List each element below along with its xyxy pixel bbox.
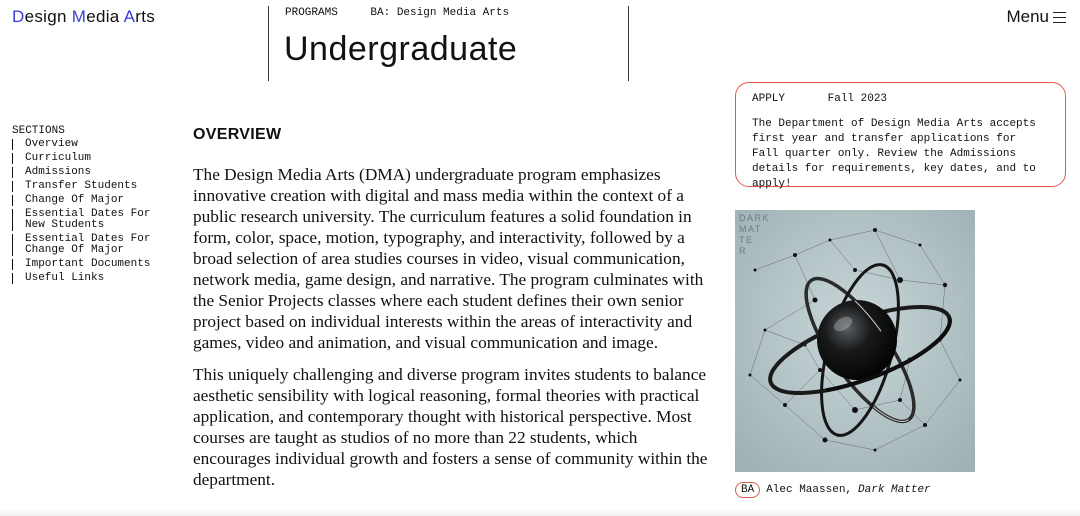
apply-header [752,93,1049,105]
logo-letter: A [123,7,136,26]
section-link-essential-dates-for-change-of-major[interactable]: Essential Dates For Change Of Major [12,234,162,256]
featured-artwork[interactable] [735,210,975,472]
logo-letter: M [71,7,87,26]
sections-nav [12,125,162,287]
section-link-curriculum[interactable]: Curriculum [12,153,162,164]
bottom-scroll-shadow [0,508,1080,516]
poster-text: TE [739,235,754,245]
breadcrumb-programs[interactable]: PROGRAMS [285,7,338,19]
overview-paragraph: The Design Media Arts (DMA) undergraduate program emphasizes innovative creation with digital and mass media within the context of a public research university. The curriculum features a solid foundation in form, color, space, motion, typography, and interactivity, followed by a broad selection of area studies courses in video, visual communication, network media, game design, and narrative. The program culminates with the Senior Projects classes where each student defines their own senior project based on individual interests within the areas of interactivity and games, video and animation, and visual communication and image. [193,165,704,352]
logo-letter: rts [135,7,156,26]
dark-matter-image [735,210,975,472]
degree-badge: BA [735,482,760,498]
logo-letter: edia [86,7,124,26]
overview-paragraph: This uniquely challenging and diverse program invites students to balance aesthetic sensibility with logical reasoning, formal theories with practical application, and contemporary thought with historical perspective. Most courses are taught as studios of no more than 22 students, which encourages individual growth and fosters a sense of community within the department. [193,365,708,489]
hamburger-icon [1053,12,1066,23]
logo-letter: esign [24,7,72,26]
page-title: Undergraduate [284,30,518,68]
artwork-caption [735,482,931,498]
overview-body [193,164,713,501]
sections-title: SECTIONS [12,125,65,137]
artwork-author: Alec Maassen, [766,484,853,496]
poster-text: R [739,246,747,256]
apply-description: The Department of Design Media Arts accepts first year and transfer applications for Fall quarter only. Review the Admissions details for requirements, key dates, and to apply! [752,118,1036,190]
poster-text: MAT [739,224,762,234]
breadcrumb [285,7,509,19]
section-link-transfer-students[interactable]: Transfer Students [12,181,162,192]
section-link-overview[interactable]: Overview [12,139,162,150]
menu-button[interactable] [1006,7,1066,27]
overview-heading: OVERVIEW [193,126,282,143]
sections-list [12,139,162,284]
page-header [268,6,629,81]
artwork-title: Dark Matter [858,484,931,496]
poster-text: DARK [739,213,771,223]
section-link-important-documents[interactable]: Important Documents [12,259,162,270]
menu-label: Menu [1006,7,1049,26]
apply-term: Fall 2023 [827,93,888,105]
section-link-essential-dates-for-new-students[interactable]: Essential Dates For New Students [12,209,162,231]
apply-label: APPLY [752,93,786,105]
logo-letter: D [12,7,25,26]
apply-callout[interactable] [735,82,1066,190]
site-logo[interactable] [12,7,155,27]
section-link-admissions[interactable]: Admissions [12,167,162,178]
section-link-change-of-major[interactable]: Change Of Major [12,195,162,206]
section-link-useful-links[interactable]: Useful Links [12,273,162,284]
breadcrumb-ba-design-media-arts[interactable]: BA: Design Media Arts [370,7,510,19]
